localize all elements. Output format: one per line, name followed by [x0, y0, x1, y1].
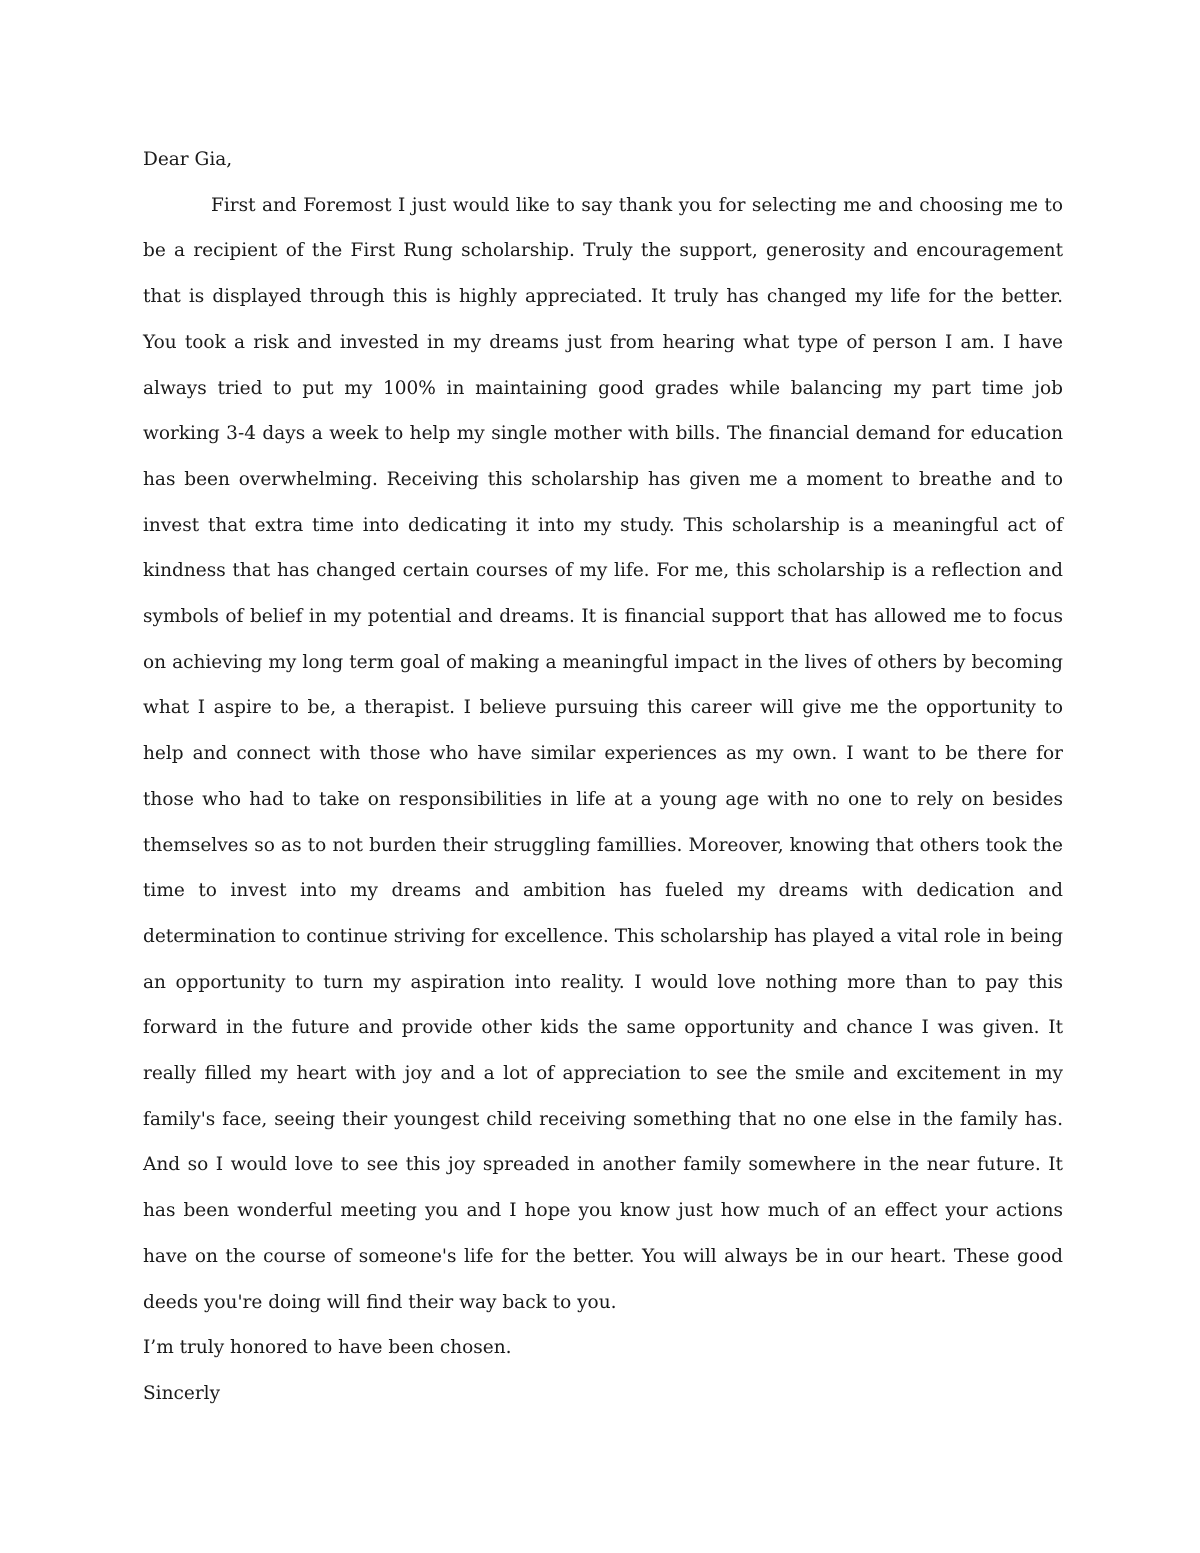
- main-paragraph: First and Foremost I just would like to say thank you for selecting me and choosing me to be a recipient of the First Rung scholarship. Truly the support, generosity and encouragement that is displayed through this is highly appreciated. It truly has changed my life for the better. You took a risk and invested in my dreams just from hearing what type of person I am. I have always tried to put my 100% in maintaining good grades while balancing my part time job working 3-4 days a week to help my single mother with bills. The financial demand for education has been overwhelming. Receiving this scholarship has given me a moment to breathe and to invest that extra time into dedicating it into my study. This scholarship is a meaningful act of kindness that has changed certain courses of my life. For me, this scholarship is a reflection and symbols of belief in my potential and dreams. It is financial support that has allowed me to focus on achieving my long term goal of making a meaningful impact in the lives of others by becoming what I aspire to be, a therapist. I believe pursuing this career will give me the opportunity to help and connect with those who have similar experiences as my own. I want to be there for those who had to take on responsibilities in life at a young age with no one to rely on besides themselves so as to not burden their struggling famillies. Moreover, knowing that others took the time to invest into my dreams and ambition has fueled my dreams with dedication and determination to continue striving for excellence. This scholarship has played a vital role in being an opportunity to turn my aspiration into reality. I would love nothing more than to pay this forward in the future and provide other kids the same opportunity and chance I was given. It really filled my heart with joy and a lot of appreciation to see the smile and excitement in my family's face, seeing their youngest child receiving something that no one else in the family has. And so I would love to see this joy spreaded in another family somewhere in the near future. It has been wonderful meeting you and I hope you know just how much of an effect your actions have on the course of someone's life for the better. You will always be in our heart. These good deeds you're doing will find their way back to you.: [143, 194, 1063, 1313]
- closing-line: I’m truly honored to have been chosen.: [143, 1337, 512, 1359]
- signoff: Sincerly: [143, 1382, 221, 1404]
- letter-body: [143, 137, 1063, 1417]
- salutation: Dear Gia,: [143, 149, 233, 170]
